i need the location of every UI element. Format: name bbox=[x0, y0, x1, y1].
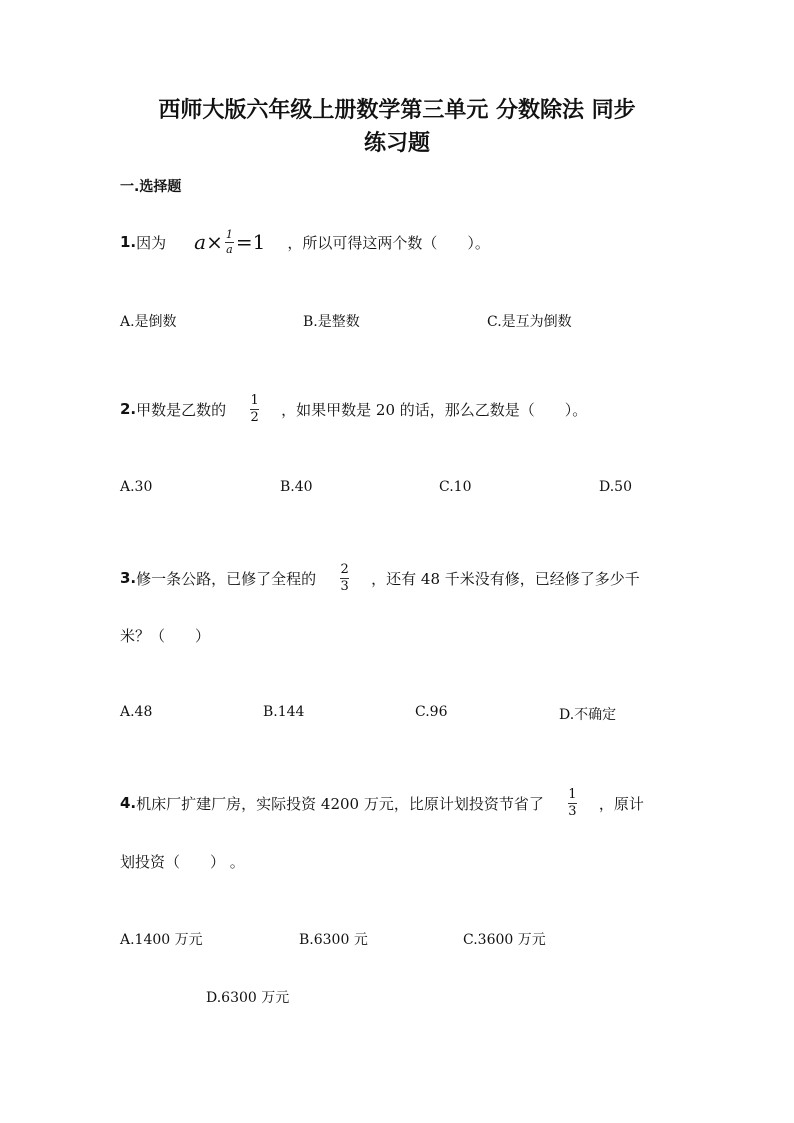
option-a[interactable]: A.30 bbox=[120, 479, 153, 495]
option-a[interactable]: A.1400 万元 bbox=[120, 932, 203, 948]
question-text: 机床厂扩建厂房，实际投资 4200 万元，比原计划投资节省了 bbox=[136, 794, 544, 813]
question-number: 3. bbox=[120, 569, 137, 587]
fraction-denominator: 2 bbox=[250, 409, 259, 425]
option-c[interactable]: C.10 bbox=[439, 479, 472, 495]
fraction-denominator: 3 bbox=[340, 578, 349, 594]
fraction-denominator: 3 bbox=[568, 803, 577, 819]
question-text-end: ，原计 bbox=[598, 794, 644, 813]
page-title-line-1: 西师大版六年级上册数学第三单元 分数除法 同步 bbox=[158, 98, 636, 123]
fraction-numerator: 1 bbox=[250, 392, 259, 408]
fraction-numerator: 2 bbox=[340, 561, 349, 577]
option-c[interactable]: C.是互为倒数 bbox=[487, 314, 572, 330]
fraction bbox=[340, 563, 349, 594]
question-3-continued: 米？（ ） bbox=[120, 626, 211, 645]
question-2 bbox=[120, 394, 587, 424]
question-number: 1. bbox=[120, 233, 137, 251]
option-b[interactable]: B.40 bbox=[280, 479, 313, 495]
question-text-end: ，还有 48 千米没有修，已经修了多少千 bbox=[371, 569, 640, 588]
option-b[interactable]: B.6300 元 bbox=[299, 932, 368, 948]
fraction-denominator: a bbox=[226, 242, 233, 256]
question-text: 修一条公路，已修了全程的 bbox=[136, 569, 317, 588]
fraction bbox=[250, 394, 259, 425]
option-b[interactable]: B.144 bbox=[263, 704, 305, 720]
question-text: 甲数是乙数的 bbox=[136, 400, 227, 419]
formula-times: × bbox=[206, 230, 223, 254]
page-title-line-2: 练习题 bbox=[363, 131, 430, 156]
option-c[interactable]: C.96 bbox=[415, 704, 448, 720]
question-1 bbox=[120, 227, 490, 257]
fraction bbox=[225, 229, 234, 256]
question-text-end: ，如果甲数是 20 的话，那么乙数是（ ）。 bbox=[281, 400, 588, 419]
option-a[interactable]: A.是倒数 bbox=[120, 314, 177, 330]
option-d[interactable]: D.50 bbox=[599, 479, 632, 495]
fraction-numerator: 1 bbox=[225, 227, 233, 241]
question-number: 2. bbox=[120, 400, 137, 418]
question-number: 4. bbox=[120, 794, 137, 812]
question-3 bbox=[120, 563, 640, 593]
option-d[interactable]: D.6300 万元 bbox=[206, 990, 290, 1006]
fraction bbox=[568, 788, 577, 819]
option-a[interactable]: A.48 bbox=[120, 704, 153, 720]
formula bbox=[194, 229, 265, 256]
question-text: 因为 bbox=[136, 233, 167, 252]
option-c[interactable]: C.3600 万元 bbox=[463, 932, 546, 948]
question-4 bbox=[120, 788, 644, 818]
formula-equals: =1 bbox=[235, 230, 266, 254]
section-heading: 一.选择题 bbox=[120, 179, 182, 195]
option-d[interactable]: D.不确定 bbox=[559, 707, 617, 723]
fraction-numerator: 1 bbox=[568, 786, 577, 802]
option-b[interactable]: B.是整数 bbox=[303, 314, 360, 330]
question-text-end: ，所以可得这两个数（ ）。 bbox=[287, 233, 490, 252]
question-4-continued: 划投资（ ） 。 bbox=[120, 852, 245, 871]
formula-var: a bbox=[194, 230, 207, 254]
